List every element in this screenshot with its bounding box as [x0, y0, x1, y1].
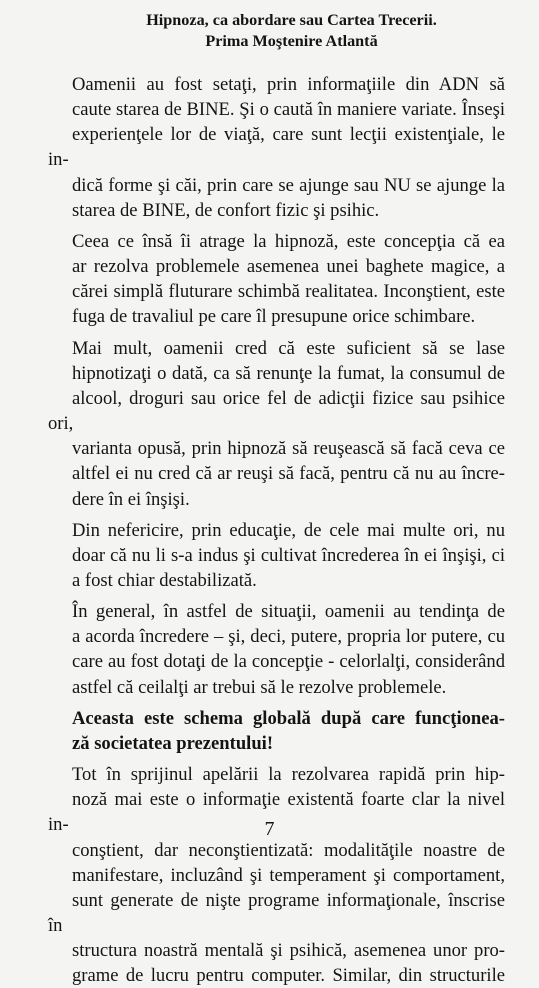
text-line: fuga de travaliul pe care îl presupune orice schimbare.	[72, 306, 476, 328]
paragraph	[48, 706, 505, 756]
text-line: Ceea ce însă îi atrage la hipnoză, este concepţia că ea	[72, 230, 505, 252]
text-line: altfel ei nu cred că ar reuşi să facă, pentru că nu au încre-	[72, 463, 505, 485]
text-line: astfel că ceilalţi ar trebui să le rezolve problemele.	[72, 676, 447, 698]
text-line: Aceasta este schema globală după care funcţionea-	[72, 707, 505, 729]
text-line: manifestare, incluzând şi temperament şi comportament,	[72, 864, 505, 886]
text-line: noză mai este o informaţie existentă foarte clar la nivel in-	[48, 789, 505, 836]
text-line: hipnotizaţi o dată, ca să renunţe la fumat, la consumul de	[72, 362, 505, 384]
text-line: sunt generate de nişte programe informaţionale, înscrise în	[48, 889, 505, 936]
paragraph	[48, 336, 505, 512]
text-line: În general, în astfel de situaţii, oamenii au tendinţa de	[72, 601, 505, 623]
text-line: experienţele lor de viaţă, care sunt lecţii existenţiale, le in-	[48, 124, 505, 171]
text-line: Tot în sprijinul apelării la rezolvarea rapidă prin hip-	[72, 764, 505, 786]
text-line: ză societatea prezentului!	[72, 732, 274, 754]
paragraph	[48, 518, 505, 593]
paragraph	[48, 599, 505, 700]
text-line: grame de lucru pentru computer. Similar, din structurile	[72, 965, 505, 987]
text-line: conştient, dar neconştientizată: modalităţile noastre de	[72, 839, 505, 861]
paragraph	[48, 229, 505, 330]
text-line: dică forme şi căi, prin care se ajunge sau NU se ajunge la	[72, 174, 505, 196]
text-line: cărei simplă fluturare schimbă realitatea. Inconştient, este	[72, 281, 505, 303]
paragraph	[48, 72, 505, 223]
text-line: dere în ei înşişi.	[72, 488, 190, 510]
text-line: a acorda încredere – şi, deci, putere, propria lor putere, cu	[72, 626, 505, 648]
text-line: doar că nu li s-a indus şi cultivat încrederea în ei înşişi, ci	[72, 544, 505, 566]
page-number: 7	[264, 818, 275, 840]
paragraph	[48, 762, 505, 988]
text-line: Din nefericire, prin educaţie, de cele mai multe ori, nu	[72, 519, 505, 541]
text-line: alcool, droguri sau orice fel de adicţii fizice sau psihice ori,	[48, 387, 505, 435]
text-line: varianta opusă, prin hipnoză să reuşească să facă ceva ce	[72, 438, 505, 460]
text-line: Oamenii au fost setaţi, prin informaţiile din ADN să	[72, 74, 505, 95]
header-subtitle: Prima Moştenire Atlantă	[205, 32, 378, 50]
page-header	[48, 10, 505, 52]
header-title: Hipnoza, ca abordare sau Cartea Trecerii.	[146, 11, 437, 29]
body-text	[48, 72, 505, 988]
text-line: starea de BINE, de confort fizic şi psihic.	[72, 199, 380, 221]
text-line: structura noastră mentală şi psihică, asemenea unor pro-	[72, 940, 505, 962]
text-line: caute starea de BINE. Şi o caută în maniere variate. Înseşi	[72, 99, 505, 121]
text-line: a fost chiar destabilizată.	[72, 569, 257, 591]
text-line: Mai mult, oamenii cred că este suficient să se lase	[72, 337, 505, 359]
text-line: ar rezolva problemele asemenea unei baghete magice, a	[72, 256, 505, 278]
text-line: care au fost dotaţi de la concepţie - celorlalţi, considerând	[72, 651, 505, 673]
